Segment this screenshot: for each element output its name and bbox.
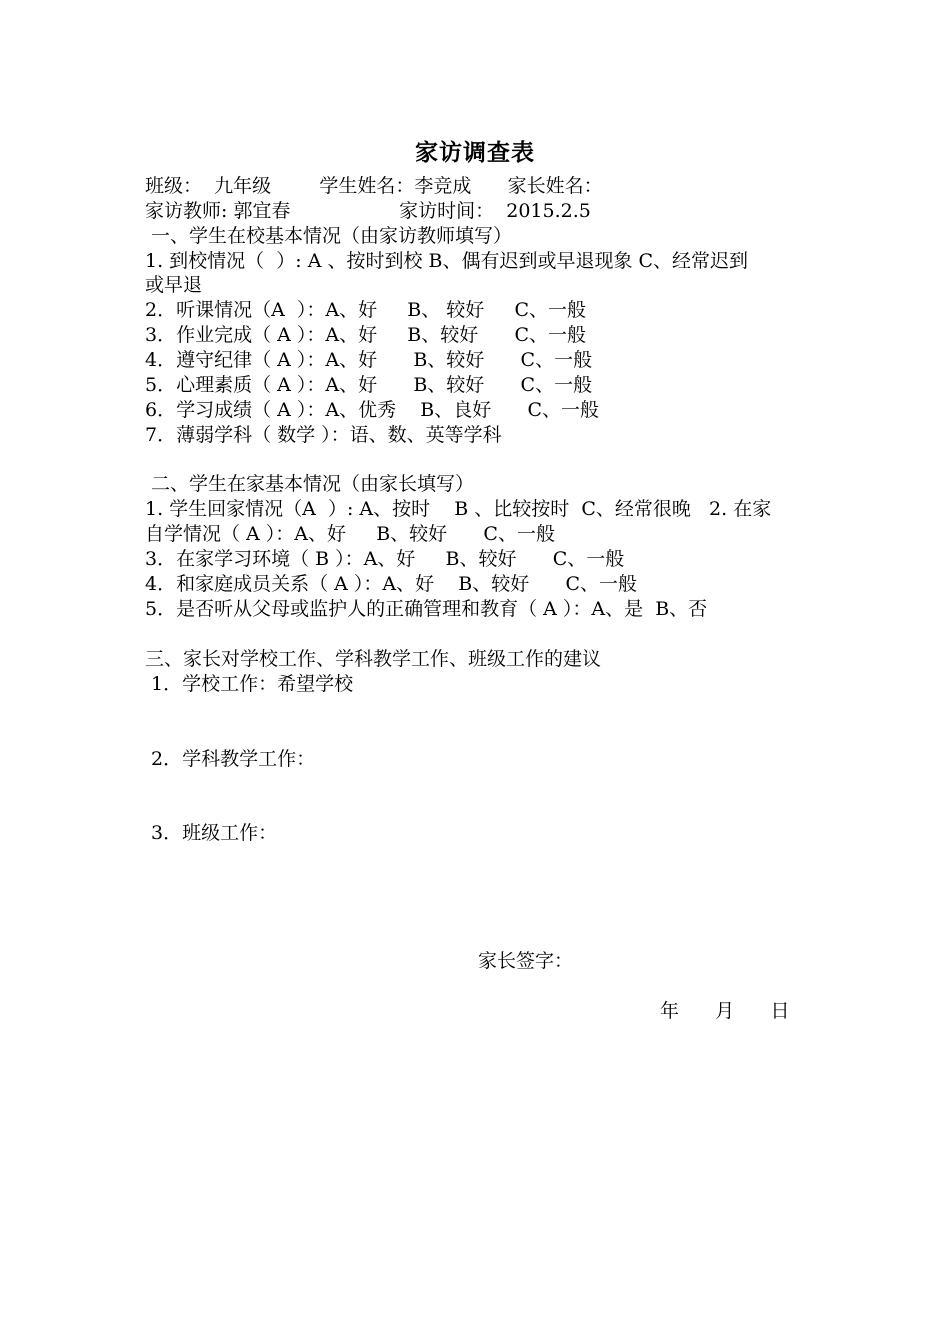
section1-line-2: 2．听课情况（A ）：A、好 B、 较好 C、一般 <box>145 299 587 321</box>
parent-signature-label: 家长签字： <box>478 950 574 972</box>
section2-line-3: 3．在家学习环境（ B ）：A、好 B、较好 C、一般 <box>145 548 625 570</box>
section1-line-3: 3．作业完成（ A ）：A、好 B、较好 C、一般 <box>145 324 587 346</box>
section1-line-1: 1. 到校情况（ ）: A 、按时到校 B、偶有迟到或早退现象 C、经常迟到 <box>145 250 749 272</box>
section1-line-7: 7．薄弱学科（ 数学 ）：语、数、英等学科 <box>145 424 502 446</box>
section2-line-2: 自学情况（ A ）：A、好 B、较好 C、一般 <box>145 523 555 545</box>
section2-line-5: 5．是否听从父母或监护人的正确管理和教育（ A ）：A、是 B、否 <box>145 598 708 620</box>
section1-line-5: 5．心理素质（ A ）：A、好 B、较好 C、一般 <box>145 374 593 396</box>
section1-heading: 一、学生在校基本情况（由家访教师填写） <box>145 225 513 247</box>
signature-date: 年 月 日 <box>660 1000 790 1022</box>
section2-line-1: 1. 学生回家情况（A ）: A、按时 B 、比较按时 C、经常很晚 2. 在家 <box>145 498 772 520</box>
document-title: 家访调查表 <box>415 140 535 166</box>
section2-heading: 二、学生在家基本情况（由家长填写） <box>145 473 475 495</box>
header-teacher-date: 家访教师: 郭宜春 家访时间： 2015.2.5 <box>145 200 591 222</box>
section3-heading: 三、家长对学校工作、学科教学工作、班级工作的建议 <box>145 648 602 670</box>
section1-line-1-cont: 或早退 <box>145 274 203 296</box>
section1-line-6: 6．学习成绩（ A ）：A、优秀 B、良好 C、一般 <box>145 399 600 421</box>
section3-item-teaching: 2．学科教学工作： <box>145 748 316 770</box>
section3-item-school: 1．学校工作：希望学校 <box>145 673 354 695</box>
section2-line-4: 4．和家庭成员关系（ A ）：A、好 B、较好 C、一般 <box>145 573 638 595</box>
section3-item-class: 3．班级工作： <box>145 822 278 844</box>
section1-line-4: 4．遵守纪律（ A ）：A、好 B、较好 C、一般 <box>145 349 593 371</box>
header-class-student-parent: 班级： 九年级 学生姓名：李竞成 家长姓名： <box>145 175 603 197</box>
